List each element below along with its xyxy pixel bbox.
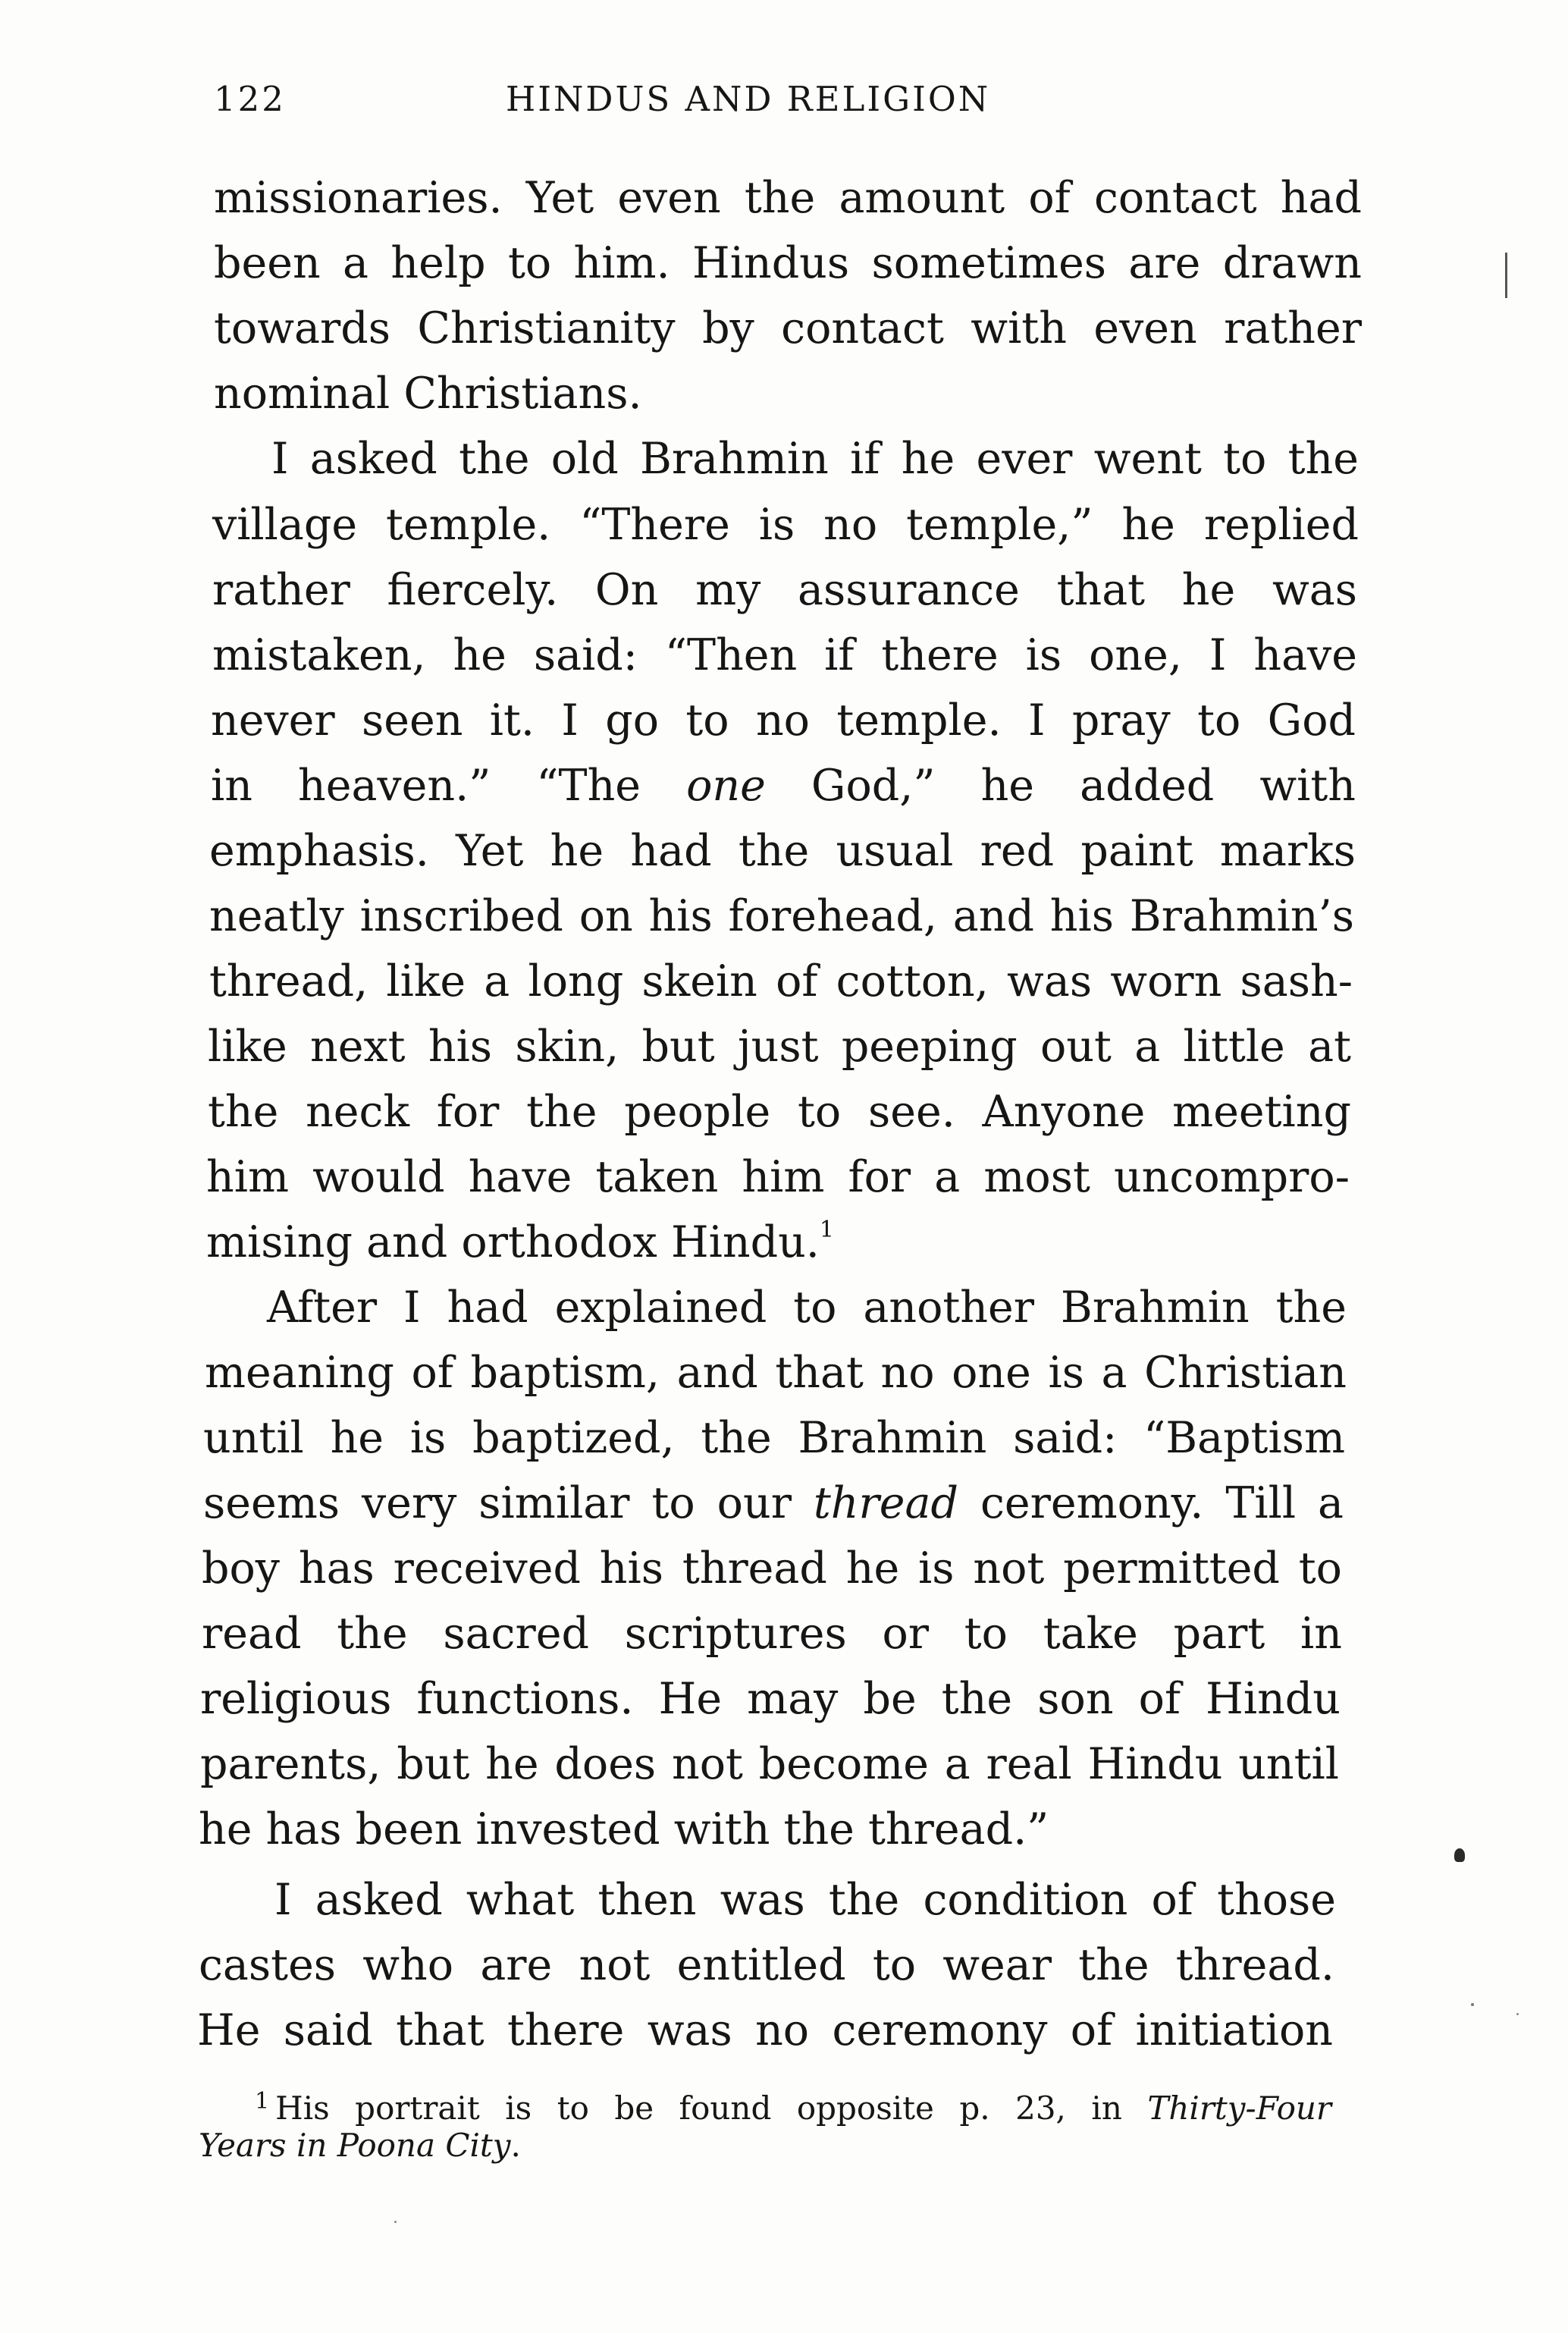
text-line: He said that there was no ceremony of initiation <box>197 2005 1333 2055</box>
text-run: ceremony. Till a <box>958 1478 1344 1528</box>
footnote-title: Thirty-Four <box>1147 2090 1331 2127</box>
footnote-continuation <box>199 2127 1331 2165</box>
italic-word: thread <box>813 1478 958 1528</box>
text-line: meaning of baptism, and that no one is a Christian <box>205 1348 1347 1398</box>
footnote-reference: 1 <box>819 1217 835 1243</box>
text-line: read the sacred scriptures or to take part in <box>202 1609 1342 1659</box>
italic-word: one <box>686 761 766 811</box>
page-number: 122 <box>214 79 286 119</box>
text-run: in heaven.” “The <box>211 761 687 811</box>
footnote-title: Years in Poona City <box>199 2127 511 2164</box>
text-line: neatly inscribed on his forehead, and his Brahmin’s <box>209 891 1354 941</box>
running-title: HINDUS AND RELIGION <box>506 79 991 119</box>
scan-speck <box>1471 2003 1474 2006</box>
text-line: like next his skin, but just peeping out a little at <box>208 1022 1351 1072</box>
text-run: seems very similar to our <box>203 1478 814 1528</box>
footnote-text: His portrait is to be found opposite p. 23, in <box>275 2090 1148 2127</box>
text-line <box>203 1478 1344 1528</box>
text-run: mising and orthodox Hindu. <box>206 1217 820 1267</box>
text-line: until he is baptized, the Brahmin said: “Baptism <box>203 1413 1345 1463</box>
text-line: nominal Christians. <box>214 369 642 419</box>
ink-spot <box>1454 1848 1465 1862</box>
text-line: I asked the old Brahmin if he ever went to the <box>271 434 1359 484</box>
text-line: rather fiercely. On my assurance that he was <box>212 565 1357 615</box>
text-line: been a help to him. Hindus sometimes are drawn <box>214 238 1362 288</box>
scan-speck <box>1516 2013 1519 2015</box>
text-line: boy has received his thread he is not permitted to <box>202 1543 1342 1594</box>
footnote-text: . <box>510 2127 521 2164</box>
text-run: God,” he added with <box>765 761 1356 811</box>
text-line: emphasis. Yet he had the usual red paint marks <box>209 826 1356 876</box>
footnote-marker: 1 <box>255 2088 270 2115</box>
text-line: religious functions. He may be the son of Hindu <box>200 1674 1341 1724</box>
running-head <box>214 79 1351 140</box>
text-line: towards Christianity by contact with even rather <box>214 303 1362 353</box>
text-line: mistaken, he said: “Then if there is one, I have <box>212 630 1357 680</box>
scan-speck <box>394 2221 397 2223</box>
text-line: never seen it. I go to no temple. I pray to God <box>211 696 1356 746</box>
text-line: the neck for the people to see. Anyone meeting <box>208 1087 1351 1137</box>
text-line: castes who are not entitled to wear the thread. <box>199 1940 1334 1990</box>
text-line: parents, but he does not become a real Hindu until <box>200 1739 1339 1789</box>
text-line <box>211 761 1356 811</box>
text-line: him would have taken him for a most uncompro- <box>206 1152 1350 1202</box>
text-line: village temple. “There is no temple,” he replied <box>212 500 1359 550</box>
footnote <box>255 2083 1331 2127</box>
scan-mark <box>1505 253 1507 298</box>
text-line <box>206 1217 1350 1267</box>
text-line: thread, like a long skein of cotton, was worn sash- <box>209 956 1353 1006</box>
text-line: missionaries. Yet even the amount of contact had <box>214 173 1362 223</box>
text-line: After I had explained to another Brahmin the <box>267 1283 1347 1333</box>
text-line: he has been invested with the thread.” <box>199 1804 1049 1854</box>
text-line: I asked what then was the condition of those <box>274 1875 1336 1925</box>
